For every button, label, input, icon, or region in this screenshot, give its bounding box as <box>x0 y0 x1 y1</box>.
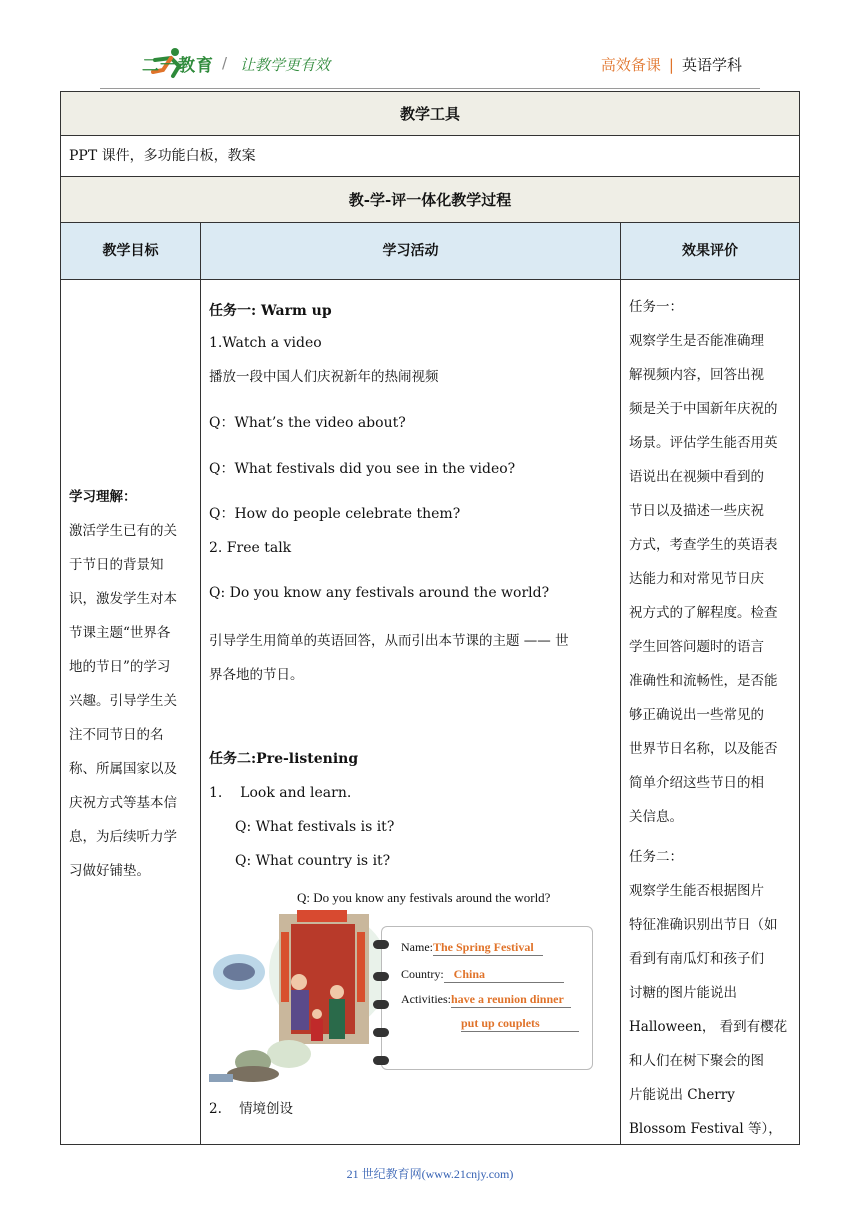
eval-line: 特征准确识别出节日（如 <box>629 917 778 933</box>
goal-line: 激活学生已有的关 <box>69 523 177 539</box>
eval-line: Blossom Festival 等）， <box>629 1121 782 1137</box>
eval-line: 简单介绍这些节日的相 <box>629 775 764 791</box>
festival-illustration <box>209 882 599 1082</box>
eval-line: 准确性和流畅性，是否能 <box>629 673 778 689</box>
activity-item1: 1.Watch a video <box>209 335 322 351</box>
slogan: 让教学更有效 <box>240 56 331 74</box>
goal-line: 识，激发学生对本 <box>69 591 177 607</box>
goal-cell <box>61 280 201 1144</box>
eval-line: 方式，考查学生的英语表 <box>629 537 778 553</box>
header-separator: | <box>668 56 674 74</box>
question-1: Q：What’s the video about? <box>209 415 406 431</box>
look-question-2: Q: What country is it? <box>235 853 391 869</box>
header-label: 高效备课 <box>600 56 661 74</box>
question-3: Q：How do people celebrate them? <box>209 506 461 522</box>
binder-ring <box>373 1000 389 1009</box>
goal-line: 兴趣。引导学生关 <box>69 693 177 709</box>
goal-title: 学习理解： <box>69 489 137 505</box>
activity-item1-desc: 播放一段中国人们庆祝新年的热闹视频 <box>209 369 439 385</box>
activities-field-2 <box>461 1016 579 1032</box>
activity-item2: 2. Free talk <box>209 540 292 556</box>
country-label: Country: <box>401 967 444 981</box>
activities-label: Activities: <box>401 992 451 1006</box>
header-right <box>601 54 742 75</box>
lesson-table <box>60 91 800 1145</box>
country-field <box>401 967 564 983</box>
header-evaluation: 效果评价 <box>682 243 738 259</box>
eval-line: 频是关于中国新年庆祝的 <box>629 401 778 417</box>
header-goal: 教学目标 <box>61 223 201 279</box>
body-row <box>61 280 799 1144</box>
page-header: 二一教育 / 让教学更有效 高效备课 | 英语学科 <box>100 40 760 86</box>
evaluation-cell <box>621 280 799 1144</box>
scene-num: 2. <box>209 1101 222 1117</box>
activities-field <box>401 992 571 1008</box>
eval-task2-label: 任务二： <box>629 849 683 865</box>
goal-line: 于节日的背景知 <box>69 557 164 573</box>
name-value: The Spring Festival <box>433 940 543 956</box>
eval-line: 和人们在树下聚会的图 <box>629 1053 764 1069</box>
activity-cell <box>201 280 621 1144</box>
scene-text: 情境创设 <box>239 1101 294 1117</box>
festival-scene-image <box>209 902 389 1082</box>
eval-line: 达能力和对常见节日庆 <box>629 571 764 587</box>
goal-line: 节课主题“世界各 <box>69 625 171 641</box>
name-label: Name: <box>401 940 433 954</box>
look-and-learn <box>209 776 612 810</box>
goal-line: 庆祝方式等基本信 <box>69 795 177 811</box>
page-footer[interactable]: 21 世纪教育网(www.21cnjy.com) <box>346 1167 514 1181</box>
binder-ring <box>373 1028 389 1037</box>
name-field <box>401 940 543 956</box>
logo-text: 二一教育 <box>142 56 214 76</box>
eval-line: 看到有南瓜灯和孩子们 <box>629 951 764 967</box>
eval-line: 观察学生能否根据图片 <box>629 883 764 899</box>
tools-content: PPT 课件，多功能白板，教案 <box>61 136 799 177</box>
binder-ring <box>373 940 389 949</box>
header-activity: 学习活动 <box>201 223 621 279</box>
look-text: Look and learn. <box>240 785 352 801</box>
look-num: 1. <box>209 785 223 801</box>
eval-line: 场景。评估学生能否用英 <box>629 435 778 451</box>
eval-line: 讨糖的图片能说出 <box>629 985 737 1001</box>
task2-title: 任务二:Pre-listening <box>209 751 359 767</box>
eval-line: 解视频内容，回答出视 <box>629 367 764 383</box>
activity-1: have a reunion dinner <box>451 992 571 1008</box>
look-question-1: Q: What festivals is it? <box>235 819 395 835</box>
lead-line-2: 界各地的节日。 <box>209 667 304 683</box>
question-4: Q: Do you know any festivals around the world? <box>209 585 550 601</box>
binder-ring <box>373 972 389 981</box>
eval-line: 语说出在视频中看到的 <box>629 469 764 485</box>
binder-ring <box>373 1056 389 1065</box>
lead-line-1: 引导学生用简单的英语回答，从而引出本节课的主题 —— 世 <box>209 633 569 649</box>
goal-line: 称、所属国家以及 <box>69 761 177 777</box>
header-subject: 英语学科 <box>681 56 742 74</box>
activity-2: put up couplets <box>461 1016 579 1032</box>
country-value: China <box>444 967 564 983</box>
illustration-question: Q: Do you know any festivals around the world? <box>297 890 551 905</box>
eval-line: 节日以及描述一些庆祝 <box>629 503 764 519</box>
eval-line: 学生回答问题时的语言 <box>629 639 764 655</box>
column-headers <box>61 223 799 280</box>
goal-line: 注不同节日的名 <box>69 727 164 743</box>
scene-item <box>209 1092 293 1126</box>
eval-task1-label: 任务一： <box>629 299 683 315</box>
eval-line: 观察学生是否能准确理 <box>629 333 764 349</box>
question-2: Q：What festivals did you see in the video? <box>209 461 516 477</box>
task1-title: 任务一: Warm up <box>209 303 332 319</box>
goal-line: 地的节日”的学习 <box>69 659 171 675</box>
eval-line: 够正确说出一些常见的 <box>629 707 764 723</box>
goal-line: 习做好铺垫。 <box>69 863 150 879</box>
header-divider <box>100 88 760 89</box>
process-title: 教-学-评一体化教学过程 <box>61 177 799 223</box>
eval-line: 世界节日名称，以及能否 <box>629 741 778 757</box>
eval-line: Halloween， 看到有樱花 <box>629 1019 788 1035</box>
eval-line: 关信息。 <box>629 809 683 825</box>
tools-title: 教学工具 <box>61 92 799 136</box>
eval-line: 片能说出 Cherry <box>629 1087 735 1103</box>
eval-line: 祝方式的了解程度。检查 <box>629 605 778 621</box>
goal-line: 息，为后续听力学 <box>69 829 177 845</box>
